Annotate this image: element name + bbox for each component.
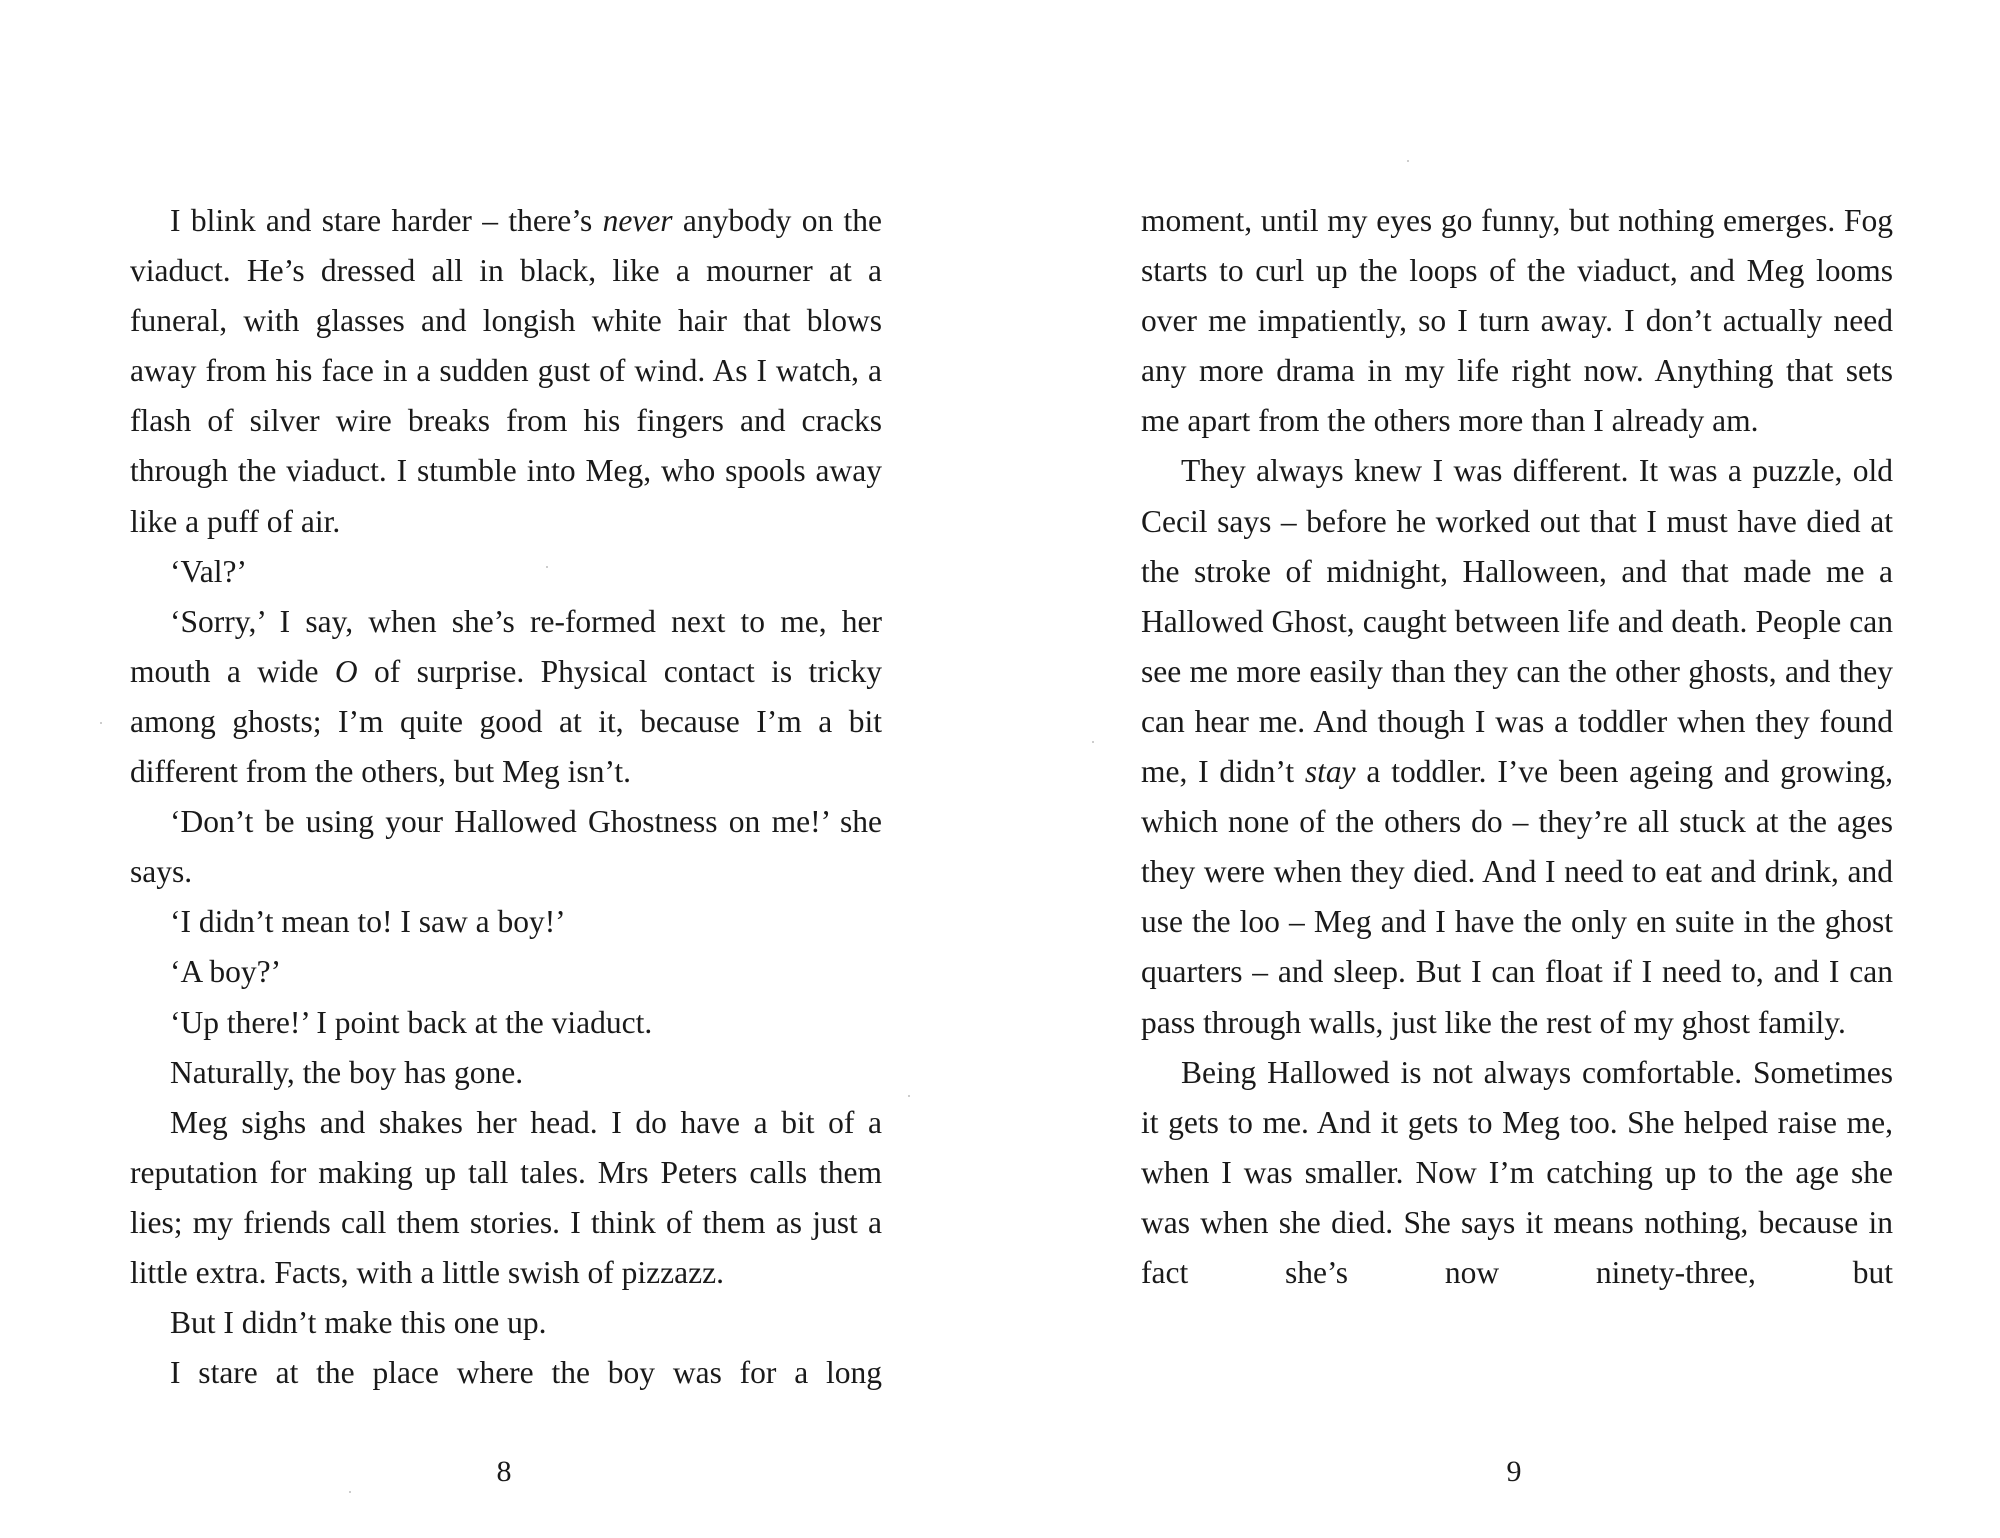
italic-text: O — [334, 653, 358, 689]
text-run: moment, until my eyes go funny, but nothing emerges. Fog starts to curl up the loops of the viaduct, and Meg looms over me impatiently, so I turn away. I don’t actually need any more drama in my life right now. Anything that sets me apart from the others more than I already am. — [1141, 203, 1893, 439]
paragraph — [130, 998, 882, 1048]
scan-speck — [546, 566, 548, 568]
page-number-left: 8 — [496, 1455, 512, 1488]
text-run: Being Hallowed is not always comfortable. Sometimes it gets to me. And it gets to Meg too. She helped raise me, when I was smaller. Now I’m catching up to the age she was when she died. She says it means nothing, because in fact she’s now ninety-three, but — [1141, 1054, 1893, 1290]
paragraph — [1141, 446, 1893, 1047]
scan-speck — [349, 1491, 351, 1493]
paragraph — [130, 797, 882, 897]
paragraph — [130, 1098, 882, 1298]
paragraph — [130, 1348, 882, 1398]
scan-speck — [908, 1095, 910, 1097]
paragraph — [130, 947, 882, 997]
text-run: I stare at the place where the boy was for a long — [170, 1355, 882, 1391]
left-page-text — [130, 196, 882, 1398]
scan-speck — [1407, 160, 1409, 162]
text-run: Naturally, the boy has gone. — [170, 1054, 524, 1090]
paragraph — [1141, 1048, 1893, 1298]
italic-text: stay — [1304, 754, 1356, 790]
text-run: ‘Sorry,’ I say, when she’s re-formed next to me, her mouth a wide — [130, 603, 882, 689]
scan-speck — [100, 722, 102, 724]
paragraph — [1141, 196, 1893, 446]
paragraph — [130, 1298, 882, 1348]
page-number-right: 9 — [1506, 1455, 1522, 1488]
text-run: anybody on the viaduct. He’s dressed all in black, like a mourner at a funeral, with glasses and longish white hair that blows away from his face in a sudden gust of wind. As I watch, a flash of silver wire breaks from his fingers and cracks through the viaduct. I stumble into Meg, who spools away like a puff of air. — [130, 203, 882, 539]
text-run: Meg sighs and shakes her head. I do have a bit of a reputation for making up tall tales. Mrs Peters calls them lies; my friends call them stories. I think of them as just a little extra. Facts, with a little swish of pizzazz. — [130, 1104, 882, 1290]
paragraph — [130, 897, 882, 947]
italic-text: never — [602, 203, 673, 238]
text-run: But I didn’t make this one up. — [170, 1305, 547, 1341]
paragraph — [130, 547, 882, 597]
text-run: a toddler. I’ve been ageing and growing, which none of the others do – they’re all stuck at the ages they were when they died. And I need to eat and drink, and use the loo – Meg and I have the only en suite in the ghost quarters – and sleep. But I can float if I need to, and I can pass through walls, just like the rest of my ghost family. — [1141, 754, 1893, 1040]
right-page — [1000, 0, 2000, 1538]
text-run: ‘Don’t be using your Hallowed Ghostness on me!’ she says. — [130, 804, 882, 890]
paragraph — [130, 196, 882, 547]
text-run: ‘A boy?’ — [170, 954, 282, 990]
text-run: I blink and stare harder – there’s — [170, 203, 603, 238]
paragraph — [130, 1048, 882, 1098]
text-run: ‘I didn’t mean to! I saw a boy!’ — [170, 904, 566, 940]
text-run: of surprise. Physical contact is tricky among ghosts; I’m quite good at it, because I’m a bit different from the others, but Meg isn’t. — [130, 653, 882, 790]
scan-speck — [1092, 741, 1094, 743]
text-run: ‘Up there!’ I point back at the viaduct. — [170, 1004, 653, 1040]
text-run: ‘Val?’ — [170, 553, 247, 589]
paragraph — [130, 597, 882, 797]
right-page-text — [1141, 196, 1893, 1298]
text-run: They always knew I was different. It was a puzzle, old Cecil says – before he worked out that I must have died at the stroke of midnight, Halloween, and that made me a Hallowed Ghost, caught between life and death. People can see me more easily than they can the other ghosts, and they can hear me. And though I was a toddler when they found me, I didn’t — [1141, 453, 1893, 790]
